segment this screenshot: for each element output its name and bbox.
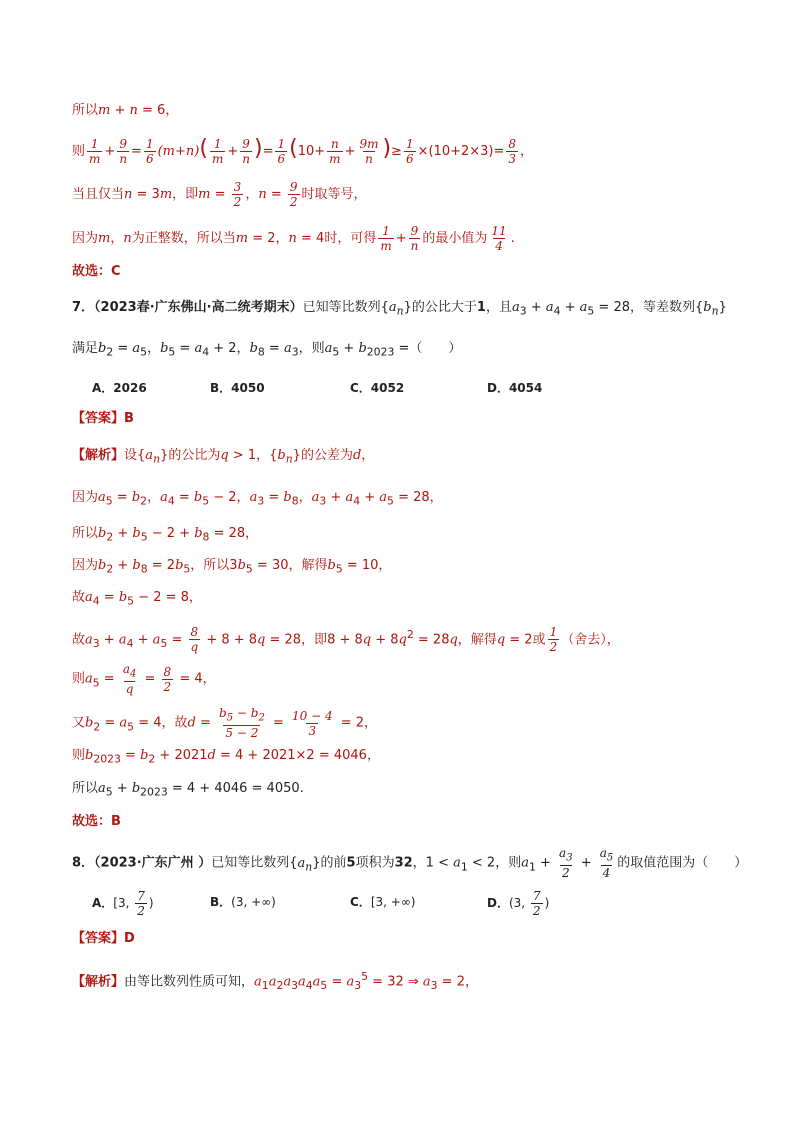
q7-option-b: B．4050 [210, 381, 265, 395]
q8-answer [72, 929, 135, 949]
solution6-line2: 则 $\frac{1}{m}$ + $\frac{9}{n}$ = $\frac{1}{6}$ (m+n)( $\frac{1}{m}$ + $\frac{9}{n}$ )= $\frac{1}{6}$ (10+ $\frac{n}{m}$ + $\frac{9m}{n}$ )≥ $\frac{1}{6}$ ×(10+2×3)= $\frac{8}{3}$ ， [72, 136, 534, 166]
q7-step-4: 故$a_4 = b_5 - 2 = 8$， [72, 590, 202, 608]
q8-stem: 8．（2023·广东广州 ）已知等比数列$\{a_n\}$的前5项积为32，$1 < a_1 < 2$，则$a_1$ + $\frac{a_3}{2}$ + $\frac{a_5}{4}$ 的取值范围为（ ） [72, 846, 748, 881]
q7-step-3: 因为$b_2 + b_8 = 2b_5$，所以$3b_5 = 30$，解得$b_5 = 10$， [72, 558, 392, 576]
q8-analysis-first: 【解析】由等比数列性质可知，$a_1a_2a_3a_4a_5 = a_3^5 = 32$ ⇒ $a_3 = 2$， [72, 970, 478, 992]
q7-step-1: 因为$a_5 = b_2$，$a_4 = b_5 - 2$，$a_3 = b_8$，$a_3 + a_4 + a_5 = 28$， [72, 490, 443, 508]
answer-label: 【答案】 [72, 931, 125, 946]
solution6-line3: 当且仅当n = 3m，即m = $\frac{3}{2}$ ，n = $\frac{9}{2}$ 时取等号， [72, 180, 367, 209]
q7-step-7: 又$b_2 = a_5 = 4$，故d = $\frac{b_5 - b_2}{5 - 2}$ = $\frac{10 - 4}{3}$ = 2， [72, 706, 378, 741]
q7-analysis-first: 【解析】设$\{a_n\}$的公比为q > 1，$\{b_n\}$的公差为d， [72, 448, 375, 466]
q8-option-b: B．(3, +∞) [210, 895, 276, 909]
q7-stem-line1: 7．（2023春·广东佛山·高二统考期末）已知等比数列$\{a_n\}$的公比大于1，且$a_3 + a_4 + a_5 = 28$，等差数列$\{b_n\}$ [72, 300, 727, 318]
q7-stem-line2: 满足$b_2 = a_5$，$b_5 = a_4 + 2$，$b_8 = a_3$，则$a_5 + b_{2023}$ =（ ） [72, 341, 462, 359]
q7-step-8: 则$b_{2023} = b_2 + 2021d = 4 + 2021\times 2 = 4046$， [72, 748, 380, 766]
q7-option-a: A．2026 [92, 381, 147, 395]
solution6-line4: 因为m，n为正整数，所以当m = 2，n = 4时，可得 $\frac{1}{m}$ + $\frac{9}{n}$ 的最小值为 $\frac{11}{4}$ . [72, 224, 515, 253]
answer-value: D [124, 931, 135, 946]
solution6-choice: 故选：C [72, 264, 121, 279]
q7-step-5: 故$a_3 + a_4 + a_5$ = $\frac{8}{q}$ + 8 + 8q = 28，即$8 + 8q + 8q^2 = 28q$，解得q = 2或 $\frac{1}{2}$ （舍去）， [72, 625, 620, 655]
q7-option-d: D．4054 [487, 381, 543, 395]
q8-option-c: C．[3, +∞) [350, 895, 416, 909]
q7-step-9: 所以$a_5 + b_{2023} = 4 + 4046 = 4050$. [72, 781, 304, 799]
q8-option-a: A．[3, $\frac{7}{2}$ ) [92, 889, 154, 918]
q7-step-6: 则$a_5$ = $\frac{a_4}{q}$ = $\frac{8}{2}$ = 4， [72, 662, 216, 697]
q7-option-c: C．4052 [350, 381, 405, 395]
q7-answer [72, 409, 134, 429]
solution6-line1: 所以m + n = 6， [72, 103, 179, 118]
answer-label: 【答案】 [72, 411, 125, 426]
q7-step-2: 所以$b_2 + b_5 - 2 + b_8 = 28$， [72, 526, 259, 544]
q8-option-d: D．(3, $\frac{7}{2}$ ) [487, 889, 550, 918]
q7-choice: 故选：B [72, 814, 121, 829]
answer-value: B [124, 411, 134, 426]
